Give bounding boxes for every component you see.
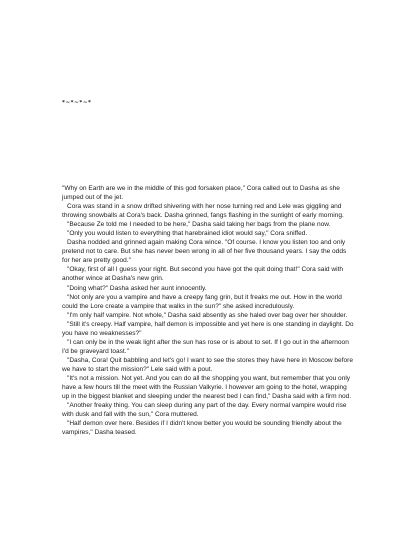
- paragraph: "Okay, first of all I guess your right. But second you have got the quit doing that!" Cora said with another wince at Dasha's new grin.: [62, 266, 344, 283]
- paragraph: "Because Ze told me I needed to be here," Dasha said taking her bags from the plane now.: [67, 221, 331, 229]
- paragraph: "Dasha, Cora! Quit babbling and let's go! I want to see the stores they have here in Moscow before we have to start the mission?" Lele said with a pout.: [62, 356, 353, 373]
- paragraph: "Only you would listen to everything that harebrained idiot would say," Cora sniffed.: [67, 230, 308, 238]
- paragraph: "Half demon over here. Besides if I didn't know better you would be sounding friendly about the vampires," Dasha teased.: [62, 420, 342, 437]
- story-body: [62, 184, 354, 437]
- paragraph: "Why on Earth are we in the middle of this god forsaken place," Cora called out to Dasha as she jumped out of the jet.: [62, 185, 340, 202]
- paragraph: "I can only be in the weak light after the sun has rose or is about to set. If I go out in the afternoon I'd be graveyard toast.": [62, 338, 349, 355]
- paragraph: "Still it's creepy. Half vampire, half demon is impossible and yet here is one standing in daylight. Do you have no weaknesses?": [62, 320, 354, 337]
- paragraph: "I'm only half vampire. Not whole," Dasha said absently as she haled over bag over her shoulder.: [67, 311, 348, 319]
- paragraph: "Another freaky thing. You can sleep during any part of the day. Every normal vampire would rise with dusk and fall with the sun," Cora muttered.: [62, 402, 347, 419]
- paragraph: Dasha nodded and grinned again making Cora wince. "Of course. I know you listen too and only pretend not to care. But she has never been wrong in all of her five thousand years. I say the odds for her are pretty good.": [62, 239, 347, 265]
- paragraph: "Not only are you a vampire and have a creepy fang grin, but it freaks me out. How in the world could the Lore create a vampire that walks in the sun?" she asked incredulously.: [62, 293, 342, 310]
- paragraph: "Doing what?" Dasha asked her aunt innocently.: [67, 284, 207, 292]
- section-divider: *~*~*~*: [62, 100, 92, 106]
- paragraph: Cora was stand in a snow drifted shivering with her nose turning red and Lele was giggling and throwing snowballs at Cora's back. Dasha grinned, fangs flashing in the sunlight of early morning.: [62, 203, 344, 220]
- paragraph: "It's not a mission. Not yet. And you can do all the shopping you want, but remember that you only have a few hours till the meet with the Russian Valkyrie. I however am going to the hotel, wrapping up in the biggest blanket and sleeping under the nearest bed I can find," Dasha said with a firm nod.: [62, 374, 352, 401]
